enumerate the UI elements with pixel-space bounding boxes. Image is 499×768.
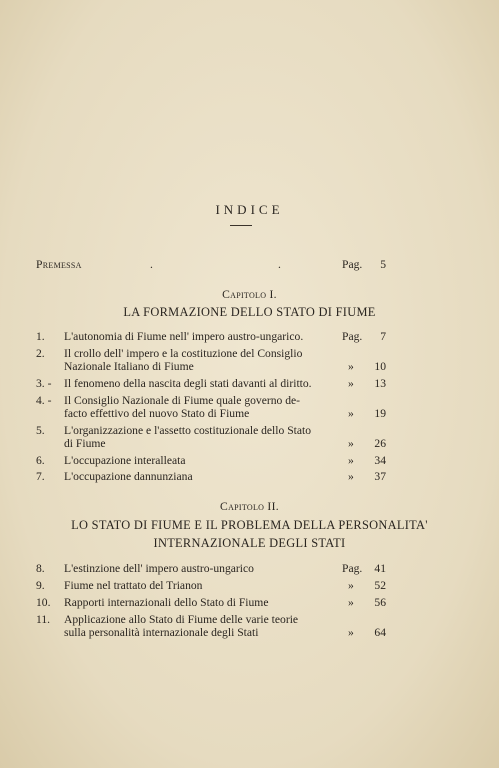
entry-number: 5. — [36, 424, 45, 437]
page-number: 37 — [374, 470, 386, 483]
title-rule — [230, 225, 252, 226]
chapter-label: Capitolo I. — [222, 288, 277, 301]
entry-title-continued: di Fiume — [64, 437, 106, 450]
page-number: 52 — [374, 579, 386, 592]
page-number: 7 — [380, 330, 386, 343]
page-number: 26 — [374, 437, 386, 450]
entry-number: 7. — [36, 470, 45, 483]
entry-title-continued: sulla personalità internazionale degli Stati — [64, 626, 259, 639]
page-number: 34 — [374, 454, 386, 467]
entry-number: 8. — [36, 562, 45, 575]
ditto-marker: » — [348, 437, 354, 450]
entry-title: L'occupazione dannunziana — [64, 470, 193, 483]
entry-title: L'estinzione dell' impero austro-ungarico — [64, 562, 254, 575]
entry-number: 1. — [36, 330, 45, 343]
entry-number: 2. — [36, 347, 45, 360]
ditto-marker: » — [348, 454, 354, 467]
page-number: 41 — [374, 562, 386, 575]
entry-number: 6. — [36, 454, 45, 467]
entry-title: Il crollo dell' impero e la costituzione del Consiglio — [64, 347, 303, 360]
entry-title: L'occupazione interalleata — [64, 454, 186, 467]
page-number: 10 — [374, 360, 386, 373]
entry-title: Rapporti internazionali dello Stato di Fiume — [64, 596, 269, 609]
entry-title: L'organizzazione e l'assetto costituzionale dello Stato — [64, 424, 312, 437]
page-number: 19 — [374, 407, 386, 420]
pag-marker: Pag. — [342, 330, 363, 343]
ditto-marker: » — [348, 360, 354, 373]
chapter-title: LO STATO DI FIUME E IL PROBLEMA DELLA PERSONALITA' — [71, 518, 428, 532]
premessa-label: Premessa — [36, 258, 82, 271]
entry-title: Fiume nel trattato del Trianon — [64, 579, 203, 592]
ditto-marker: » — [348, 626, 354, 639]
entry-title-continued: Nazionale Italiano di Fiume — [64, 360, 194, 373]
entry-number: 9. — [36, 579, 45, 592]
entry-title: Applicazione allo Stato di Fiume delle varie teorie — [64, 613, 299, 626]
ditto-marker: » — [348, 407, 354, 420]
entry-title-continued: facto effettivo del nuovo Stato di Fiume — [64, 407, 250, 420]
ditto-marker: » — [348, 470, 354, 483]
chapter-title-continued: INTERNAZIONALE DEGLI STATI — [153, 536, 346, 550]
entry-number: 11. — [36, 613, 51, 626]
page-number: 56 — [374, 596, 386, 609]
ditto-marker: » — [348, 579, 354, 592]
leader-dot: . — [278, 258, 281, 271]
ditto-marker: » — [348, 377, 354, 390]
page-number: 13 — [374, 377, 386, 390]
leader-dot: . — [150, 258, 153, 271]
page-number: 64 — [374, 626, 386, 639]
pag-marker: Pag. — [342, 562, 363, 575]
chapter-title: LA FORMAZIONE DELLO STATO DI FIUME — [123, 305, 376, 319]
page-number: 5 — [380, 258, 386, 271]
entry-title: Il fenomeno della nascita degli stati davanti al diritto. — [64, 377, 312, 390]
pag-marker: Pag. — [342, 258, 363, 271]
entry-number: 3. - — [36, 377, 52, 390]
chapter-label: Capitolo II. — [220, 500, 279, 513]
entry-title: Il Consiglio Nazionale di Fiume quale governo de- — [64, 394, 301, 407]
entry-title: L'autonomia di Fiume nell' impero austro-ungarico. — [64, 330, 304, 343]
entry-number: 10. — [36, 596, 51, 609]
ditto-marker: » — [348, 596, 354, 609]
page-title: INDICE — [215, 202, 284, 217]
entry-number: 4. - — [36, 394, 52, 407]
